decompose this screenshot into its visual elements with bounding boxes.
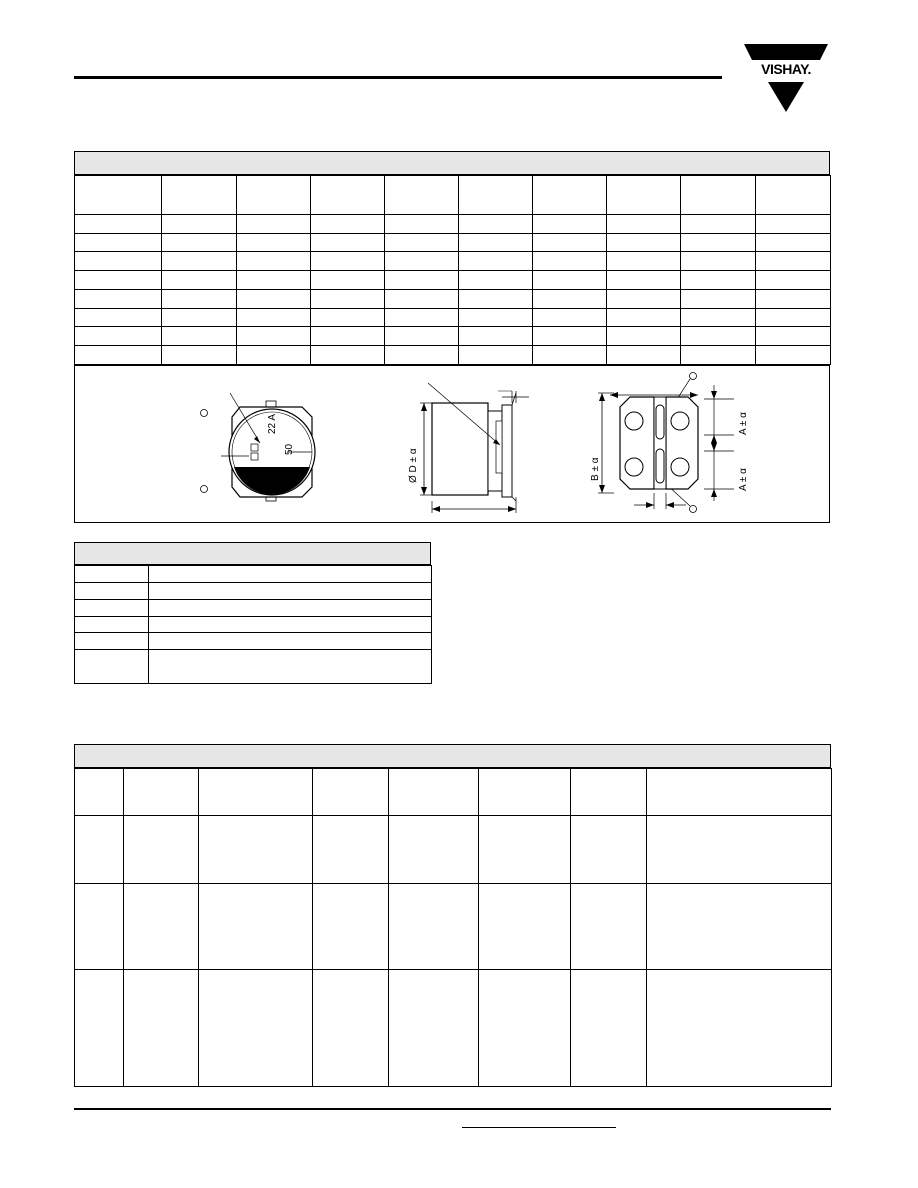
- table-row: [75, 215, 831, 234]
- footer-link-underline[interactable]: [462, 1127, 616, 1128]
- pad-a-lower-label: A ± α: [738, 468, 749, 491]
- marking-capacitance-text: 22 A: [267, 413, 278, 434]
- brand-name: VISHAY.: [761, 61, 811, 77]
- diameter-label: Ø D ± α: [408, 448, 419, 483]
- table-row: [75, 600, 432, 617]
- table-row: [75, 309, 831, 327]
- table-row: [75, 234, 831, 252]
- table-row: [75, 290, 831, 309]
- table-header-row: [75, 769, 832, 816]
- footer-rule: [74, 1108, 831, 1110]
- specifications-table: [74, 768, 832, 1087]
- dimensions-table: [74, 175, 831, 365]
- table-row: [75, 884, 832, 970]
- reference-table-header: [74, 542, 431, 565]
- height-b-label: B ± α: [590, 457, 601, 481]
- table-row: [75, 252, 831, 271]
- header-rule: [74, 76, 722, 79]
- table-row: [75, 346, 831, 365]
- vishay-logo: [740, 40, 832, 116]
- table-row: [75, 327, 831, 346]
- reference-table: [74, 565, 432, 684]
- land-pattern-drawing: [594, 369, 774, 519]
- marking-voltage-text: 50: [284, 443, 295, 455]
- table-row: [75, 583, 432, 600]
- specifications-table-header: [74, 744, 831, 768]
- reference-table-frame: [74, 542, 431, 684]
- capacitor-top-view-drawing: [194, 379, 344, 519]
- table-row: [75, 650, 432, 684]
- specifications-table-frame: [74, 744, 831, 1087]
- table-header-row: [75, 176, 831, 215]
- pad-a-upper-label: A ± α: [738, 412, 749, 435]
- table-row: [75, 970, 832, 1087]
- dimensions-table-header: [74, 151, 830, 175]
- dimensions-table-frame: [74, 151, 830, 523]
- table-row: [75, 816, 832, 884]
- table-row: [75, 617, 432, 633]
- table-row: [75, 633, 432, 650]
- capacitor-side-view-drawing: [404, 383, 554, 519]
- table-row: [75, 566, 432, 583]
- table-row: [75, 271, 831, 290]
